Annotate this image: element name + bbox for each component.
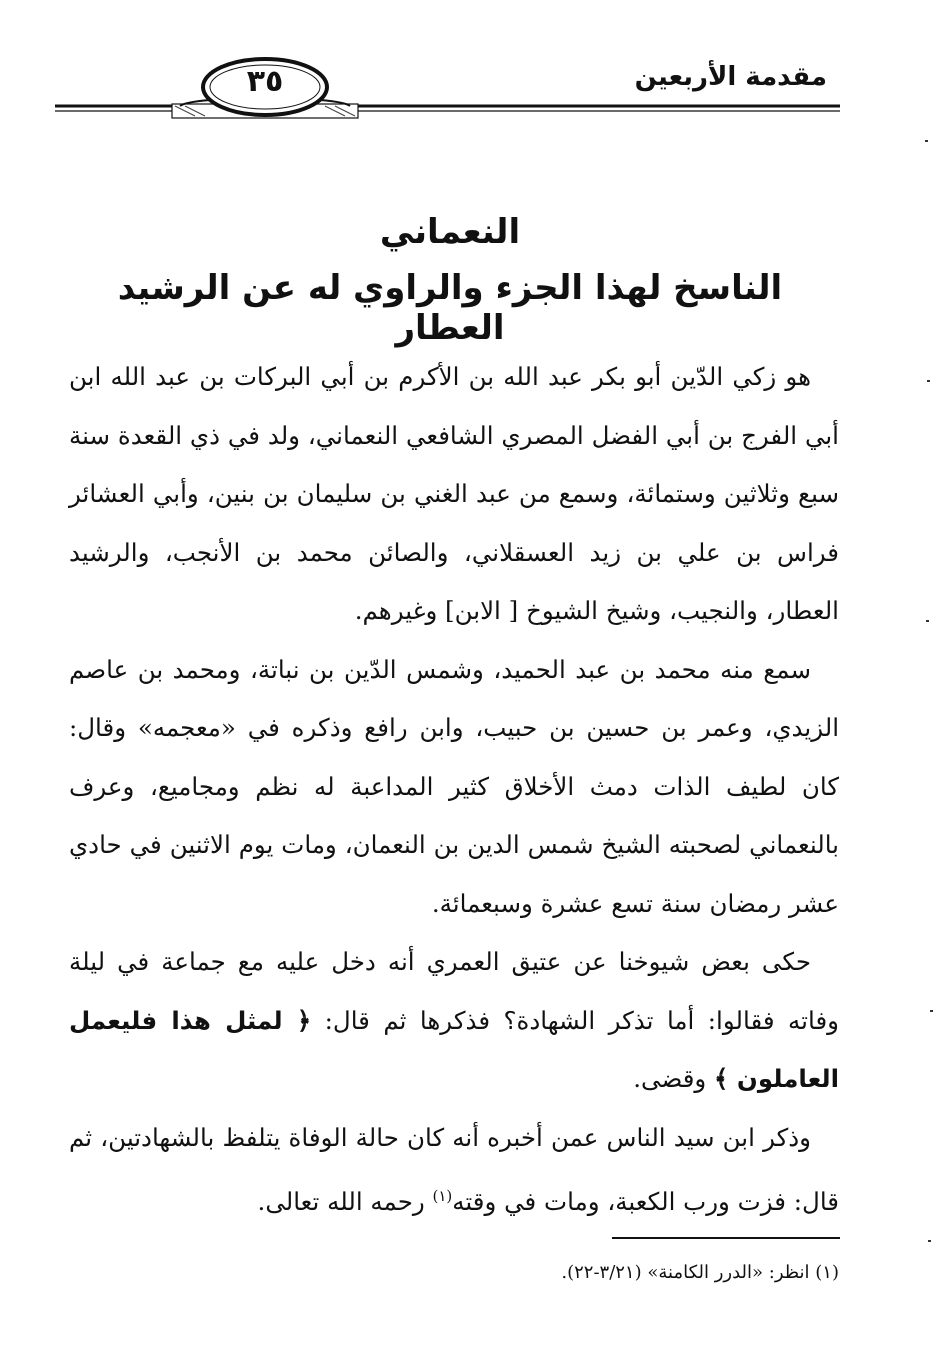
scan-speck bbox=[927, 380, 930, 382]
paragraph-text: وقضى. bbox=[633, 1064, 715, 1093]
section-subtitle: الناسخ لهذا الجزء والراوي له عن الرشيد العطار bbox=[117, 268, 783, 348]
footnote: (١) انظر: «الدرر الكامنة» (٣/٢١-٢٢). bbox=[561, 1262, 839, 1283]
running-head-title: مقدمة الأربعين bbox=[634, 62, 827, 92]
paragraph bbox=[69, 1109, 839, 1232]
scan-speck bbox=[930, 1010, 933, 1012]
body-text bbox=[69, 348, 839, 1232]
quran-verse: ﴿ لمثل هذا فليعمل العاملون ﴾ bbox=[69, 1005, 839, 1093]
scan-speck bbox=[925, 140, 928, 142]
section-title: النعماني bbox=[379, 212, 521, 252]
paragraph-text: حكى بعض شيوخنا عن عتيق العمري أنه دخل عليه مع جماعة في ليلة وفاته فقالوا: أما تذكر الشهادة؟ فذكرها ثم قال: bbox=[69, 947, 839, 1035]
paragraph-text: وذكر ابن سيد الناس عمن أخبره أنه كان حالة الوفاة يتلفظ بالشهادتين، ثم قال: فزت ورب الكعبة، ومات في وقته bbox=[69, 1122, 839, 1217]
paragraph: هو زكي الدّين أبو بكر عبد الله بن الأكرم بن أبي البركات بن عبد الله ابن أبي الفرج بن أبي الفضل المصري الشافعي النعماني، ولد في ذي القعدة سنة سبع وثلاثين وستمائة، وسمع من عبد الغني بن سليمان بن بنين، وأبي العشائر فراس بن علي بن زيد العسقلاني، والصائن محمد بن الأنجب، والرشيد العطار، والنجيب، وشيخ الشيوخ [ الابن] وغيرهم. bbox=[69, 362, 839, 625]
page-number: ٣٥ bbox=[246, 64, 284, 99]
scan-speck bbox=[926, 620, 929, 622]
paragraph-text: رحمه الله تعالى. bbox=[257, 1187, 433, 1217]
footnote-marker[interactable]: (١) bbox=[432, 1187, 453, 1205]
scan-speck bbox=[928, 1240, 931, 1242]
paragraph bbox=[69, 933, 839, 1109]
paragraph: سمع منه محمد بن عبد الحميد، وشمس الدّين بن نباتة، ومحمد بن عاصم الزيدي، وعمر بن حسين بن حبيب، وابن رافع وذكره في «معجمه» وقال: كان لطيف الذات دمث الأخلاق كثير المداعبة له نظم ومجاميع، وعرف بالنعماني لصحبته الشيخ شمس الدين بن النعمان، ومات يوم الاثنين في حادي عشر رمضان سنة تسع عشرة وسبعمائة. bbox=[69, 654, 839, 918]
footnote-separator bbox=[612, 1237, 840, 1239]
